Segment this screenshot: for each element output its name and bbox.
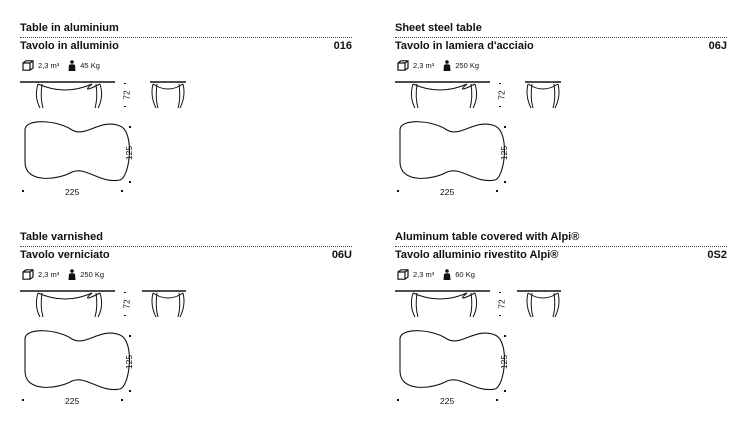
product-title-english: Table in aluminium [20,22,119,34]
table-technical-drawing [20,231,352,421]
package-volume: 2,3 m³ [38,269,60,279]
product-weight: 250 Kg [455,60,480,70]
width-label: 225 [65,187,80,197]
width-label: 225 [65,396,80,406]
top-plan-view [22,331,131,401]
product-card [20,22,352,212]
product-weight: 45 Kg [80,60,100,70]
table-technical-drawing [395,22,727,212]
top-plan-view [22,122,131,192]
front-elevation-view [20,291,115,317]
front-elevation-view [20,82,115,108]
depth-label: 125 [124,354,135,370]
front-elevation-view [395,291,490,317]
product-title-english: Aluminum table covered with Alpi® [395,231,580,243]
product-title-italian: Tavolo alluminio rivestito Alpi® [395,249,559,261]
product-title-italian: Tavolo in lamiera d'acciaio [395,40,534,52]
top-plan-view [397,331,506,401]
table-technical-drawing [395,231,727,421]
product-card [395,22,727,212]
product-weight: 250 Kg [80,269,105,279]
product-title-italian: Tavolo verniciato [20,249,110,261]
width-label: 225 [440,396,455,406]
height-label: 72 [496,90,507,100]
product-title-english: Sheet steel table [395,22,482,34]
package-volume: 2,3 m³ [413,60,435,70]
front-elevation-view [395,82,490,108]
product-card [20,231,352,421]
package-volume: 2,3 m³ [413,269,435,279]
package-volume: 2,3 m³ [38,60,60,70]
side-elevation-view [142,291,186,317]
height-label: 72 [496,299,507,309]
side-elevation-view [525,82,561,108]
side-elevation-view [150,82,186,108]
depth-label: 125 [499,354,510,370]
product-code: 016 [333,40,352,52]
height-label: 72 [121,299,132,309]
table-technical-drawing [20,22,352,212]
width-label: 225 [440,187,455,197]
depth-label: 125 [124,145,135,161]
product-weight: 60 Kg [455,269,475,279]
product-title-italian: Tavolo in alluminio [20,40,119,52]
side-elevation-view [517,291,561,317]
height-label: 72 [121,90,132,100]
depth-label: 125 [499,145,510,161]
product-code: 06U [331,249,352,261]
product-title-english: Table varnished [20,231,103,243]
product-code: 06J [708,40,727,52]
product-code: 0S2 [707,249,727,261]
product-card [395,231,727,421]
top-plan-view [397,122,506,192]
